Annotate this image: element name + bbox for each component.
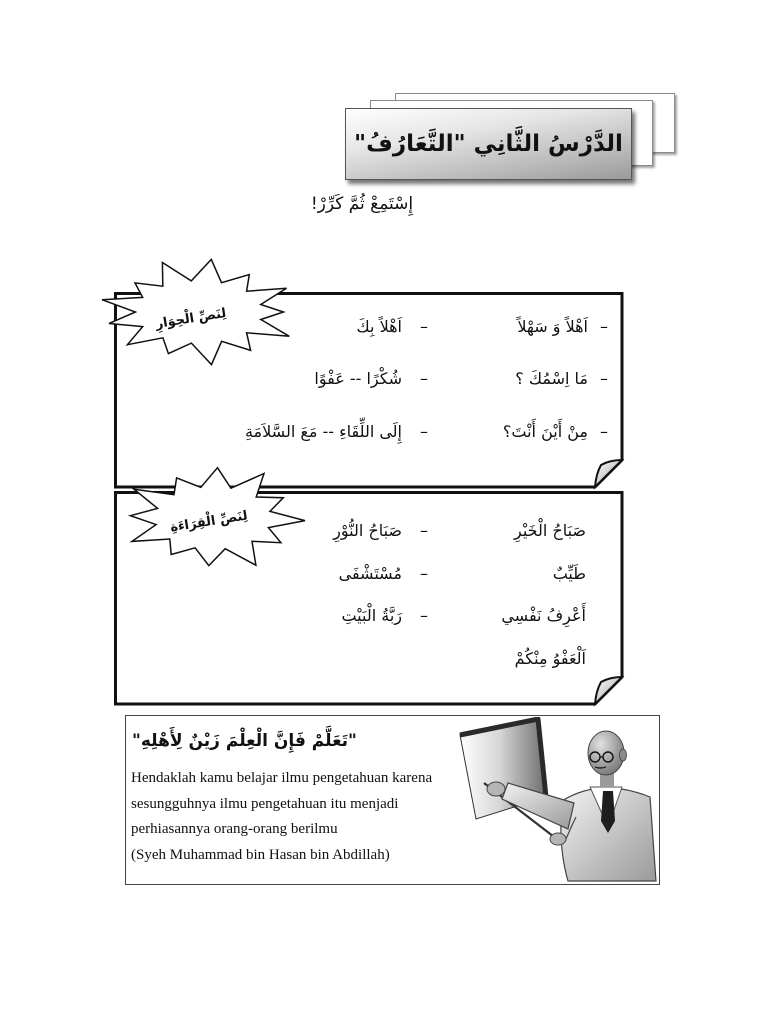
dialog-row-3-right: [503, 421, 610, 443]
teacher-pointing-illustration-icon: [450, 717, 658, 883]
instruction-text: إِسْتَمِعْ ثُمَّ كَرِّرْ!: [310, 194, 414, 214]
translation-line-2: sesungguhnya ilmu pengetahuan itu menjadi: [131, 796, 399, 812]
lesson-title: الدَّرْسُ الثَّانِي "التَّعَارُفُ": [354, 131, 623, 157]
dialog-row-2-left: [314, 368, 430, 390]
dialog-phrase: مِنْ أَيْنَ أَنْتَ؟: [502, 422, 588, 441]
dash-marker: –: [600, 422, 608, 441]
dialog-phrase: شُكْرًا -- عَفْوًا: [314, 369, 402, 388]
dash-marker: –: [420, 369, 428, 388]
reading-phrase: صَبَاحُ النُّوْرِ: [333, 521, 402, 540]
reading-badge: [116, 462, 310, 574]
dialog-phrase: اَهْلاً وَ سَهْلاً: [517, 317, 588, 336]
dash-marker: –: [420, 564, 428, 583]
reading-row-4-right: [515, 648, 586, 670]
dialog-row-1-left: [357, 316, 430, 338]
reading-phrase: طَيِّبٌ: [552, 564, 586, 583]
reading-row-1-right: [514, 520, 586, 542]
reading-row-1-left: [333, 520, 430, 542]
dialog-phrase: إِلَى اللِّقَاءِ -- مَعَ السَّلاَمَةِ: [244, 422, 402, 441]
arabic-quote: "تَعَلَّمْ فَإِنَّ الْعِلْمَ زَيْنٌ لِأَهْلِهِ": [132, 731, 357, 751]
dash-marker: –: [600, 317, 608, 336]
quote-attribution: (Syeh Muhammad bin Hasan bin Abdillah): [131, 847, 390, 863]
dash-marker: –: [420, 521, 428, 540]
lesson-title-banner: [345, 108, 632, 180]
reading-row-2-left: [339, 563, 430, 585]
dash-marker: –: [420, 317, 428, 336]
dialog-badge-label: لِنَصِّ الْحِوَارِ: [154, 305, 227, 332]
reading-phrase: صَبَاحُ الْخَيْرِ: [513, 521, 586, 540]
dialog-phrase: مَا اِسْمُكَ ؟: [515, 369, 588, 388]
dash-marker: –: [420, 422, 428, 441]
reading-row-2-right: [553, 563, 586, 585]
reading-phrase: اَلْعَفْوُ مِنْكُمْ: [514, 649, 586, 668]
dash-marker: –: [600, 369, 608, 388]
dialog-phrase: اَهْلاً بِكَ: [356, 317, 402, 336]
translation-line-1: Hendaklah kamu belajar ilmu pengetahuan karena: [131, 770, 433, 786]
reading-row-3-right: [501, 605, 586, 627]
reading-phrase: أَعْرِفُ نَفْسِي: [501, 606, 586, 625]
dash-marker: –: [420, 606, 428, 625]
dialog-badge: [93, 256, 305, 368]
translation-line-3: perhiasannya orang-orang berilmu: [131, 821, 338, 837]
reading-phrase: مُسْتَشْفَى: [338, 564, 402, 583]
dialog-row-2-right: [515, 368, 610, 390]
dialog-row-3-left: [245, 421, 430, 443]
reading-row-3-left: [341, 605, 430, 627]
dialog-row-1-right: [517, 316, 610, 338]
reading-phrase: رَبَّةُ الْبَيْتِ: [341, 606, 402, 625]
reading-badge-label: لِنَصِّ الْقِرَاءَةِ: [169, 508, 249, 536]
